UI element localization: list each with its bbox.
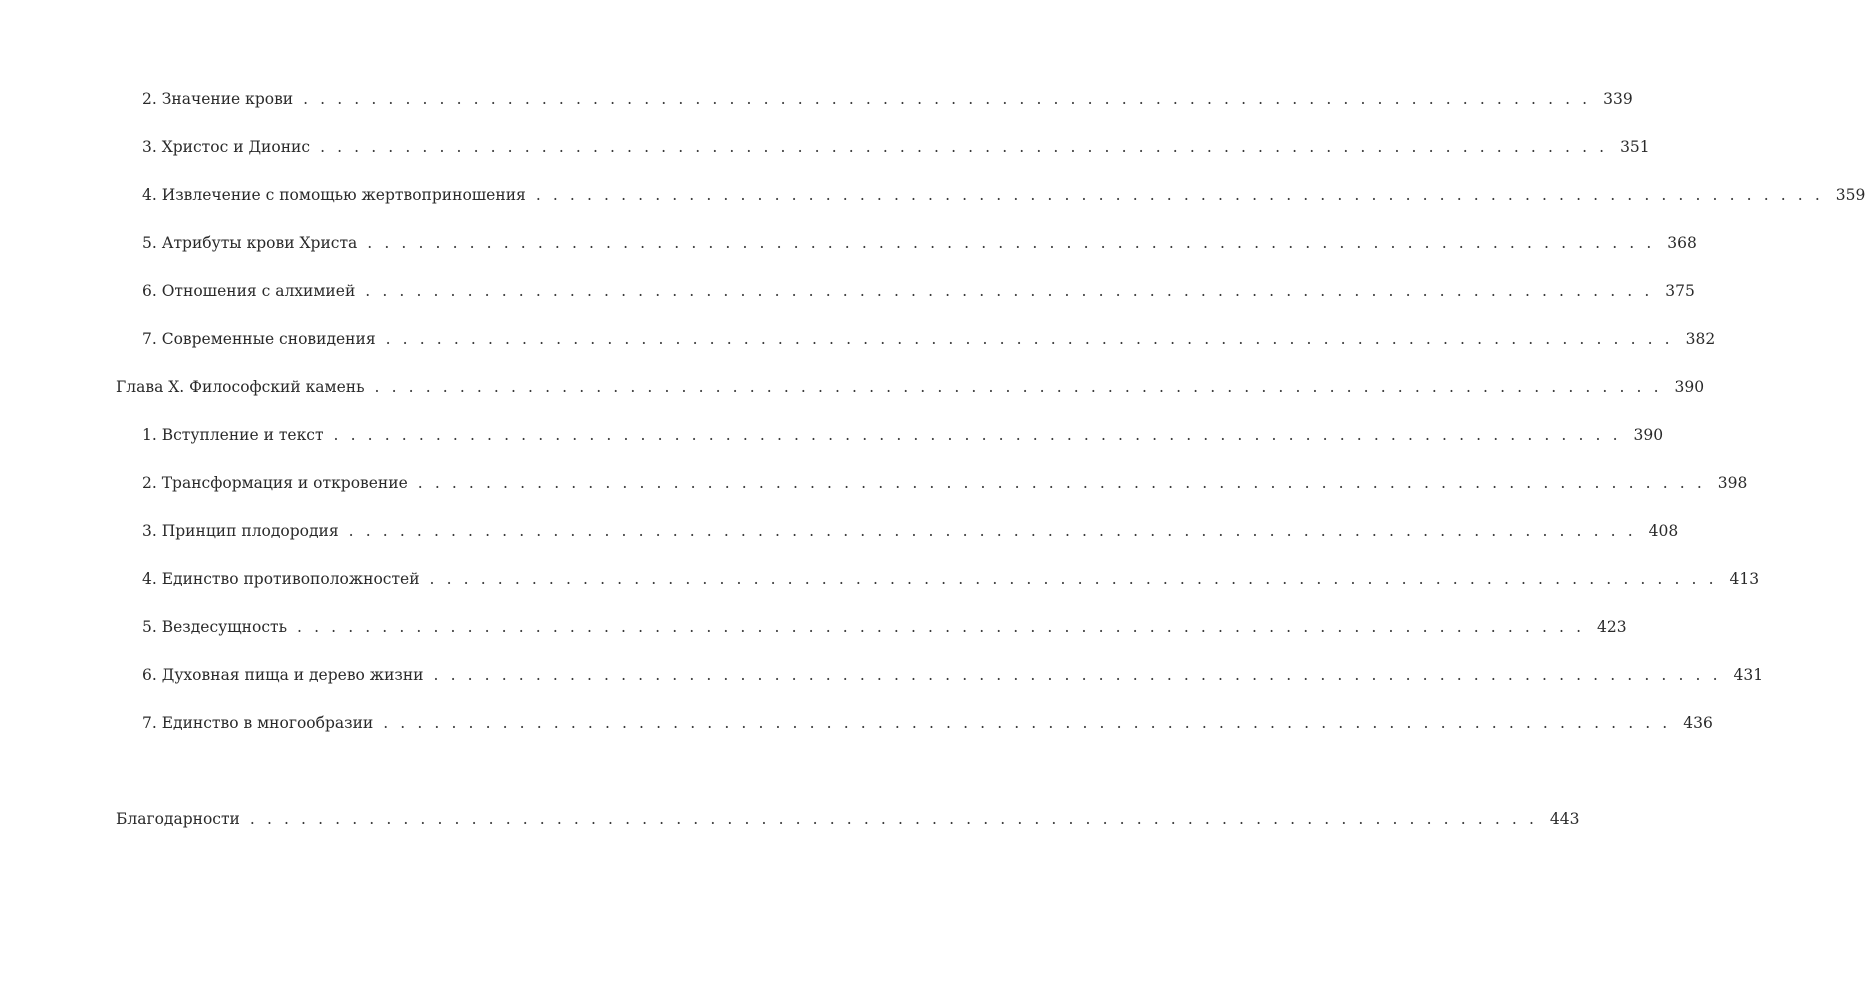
toc-entry-page: 390	[1674, 378, 1705, 396]
toc-entry-title: Благодарности	[116, 810, 240, 828]
toc-entry-fertility-principle[interactable]	[142, 519, 1679, 543]
toc-entry-page: 339	[1603, 90, 1633, 108]
toc-entry-spiritual-food-tree[interactable]	[142, 663, 1764, 687]
dot-leader: . . . . . . . . . . . . . . . . . . . . . . . . . . . . . . . . . . . . . . . . . . . . . . . . . . . . . . . . . . . . . . . . . . . . . . . . . . . .	[374, 378, 1663, 396]
dot-leader: . . . . . . . . . . . . . . . . . . . . . . . . . . . . . . . . . . . . . . . . . . . . . . . . . . . . . . . . . . . . . . . . . . . . . . . . . . . .	[383, 714, 1671, 732]
toc-chapter-philosophers-stone[interactable]	[116, 375, 1705, 399]
toc-entry-page: 351	[1620, 138, 1650, 156]
toc-entry-unity-opposites[interactable]	[142, 567, 1760, 591]
dot-leader: . . . . . . . . . . . . . . . . . . . . . . . . . . . . . . . . . . . . . . . . . . . . . . . . . . . . . . . . . . . . . . . . . . . . . . . . . . . .	[348, 522, 1637, 540]
toc-entry-title: 1. Вступление и текст	[142, 426, 324, 444]
toc-entry-title: 5. Вездесущность	[142, 618, 288, 636]
dot-leader: . . . . . . . . . . . . . . . . . . . . . . . . . . . . . . . . . . . . . . . . . . . . . . . . . . . . . . . . . . . . . . . . . . . . . . . . . . . .	[365, 282, 1653, 300]
toc-entry-title: 7. Современные сновидения	[142, 330, 376, 348]
toc-entry-page: 408	[1648, 522, 1679, 540]
toc-entry-title: 6. Духовная пища и дерево жизни	[142, 666, 424, 684]
toc-entry-unity-diversity[interactable]	[142, 711, 1713, 735]
toc-entry-attributes-blood[interactable]	[142, 231, 1697, 255]
toc-entry-introduction-text[interactable]	[142, 423, 1664, 447]
toc-entry-omnipresence[interactable]	[142, 615, 1627, 639]
toc-entry-title: 5. Атрибуты крови Христа	[142, 234, 358, 252]
toc-entry-title: 2. Трансформация и откровение	[142, 474, 408, 492]
toc-entry-page: 390	[1633, 426, 1664, 444]
toc-entry-title: 2. Значение крови	[142, 90, 294, 108]
toc-entry-page: 423	[1597, 618, 1627, 636]
dot-leader: . . . . . . . . . . . . . . . . . . . . . . . . . . . . . . . . . . . . . . . . . . . . . . . . . . . . . . . . . . . . . . . . . . . . . . . . . . . .	[303, 90, 1591, 108]
toc-entry-extraction-sacrifice[interactable]	[142, 183, 1865, 207]
dot-leader: . . . . . . . . . . . . . . . . . . . . . . . . . . . . . . . . . . . . . . . . . . . . . . . . . . . . . . . . . . . . . . . . . . . . . . . . . . . .	[320, 138, 1608, 156]
toc-entry-page: 368	[1667, 234, 1697, 252]
toc-entry-title: 3. Христос и Дионис	[142, 138, 311, 156]
toc-entry-title: Глава X. Философский камень	[116, 378, 365, 396]
dot-leader: . . . . . . . . . . . . . . . . . . . . . . . . . . . . . . . . . . . . . . . . . . . . . . . . . . . . . . . . . . . . . . . . . . . . . . . . . . . .	[297, 618, 1585, 636]
toc-entry-page: 375	[1665, 282, 1695, 300]
toc-entry-transformation-revelation[interactable]	[142, 471, 1748, 495]
dot-leader: . . . . . . . . . . . . . . . . . . . . . . . . . . . . . . . . . . . . . . . . . . . . . . . . . . . . . . . . . . . . . . . . . . . . . . . . . . . .	[385, 330, 1674, 348]
toc-entry-page: 431	[1733, 666, 1764, 684]
dot-leader: . . . . . . . . . . . . . . . . . . . . . . . . . . . . . . . . . . . . . . . . . . . . . . . . . . . . . . . . . . . . . . . . . . . . . . . . . . . .	[535, 186, 1824, 204]
toc-entry-acknowledgements[interactable]	[116, 807, 1580, 831]
toc-entry-title: 4. Извлечение с помощью жертвоприношения	[142, 186, 526, 204]
toc-entry-alchemy-relations[interactable]	[142, 279, 1695, 303]
toc-entry-title: 7. Единство в многообразии	[142, 714, 374, 732]
toc-entry-page: 443	[1549, 810, 1580, 828]
toc-entry-title: 4. Единство противоположностей	[142, 570, 420, 588]
dot-leader: . . . . . . . . . . . . . . . . . . . . . . . . . . . . . . . . . . . . . . . . . . . . . . . . . . . . . . . . . . . . . . . . . . . . . . . . . . . .	[429, 570, 1718, 588]
dot-leader: . . . . . . . . . . . . . . . . . . . . . . . . . . . . . . . . . . . . . . . . . . . . . . . . . . . . . . . . . . . . . . . . . . . . . . . . . . . .	[249, 810, 1538, 828]
toc-entry-page: 398	[1717, 474, 1748, 492]
toc-entry-title: 6. Отношения с алхимией	[142, 282, 356, 300]
toc-entry-meaning-of-blood[interactable]	[142, 87, 1633, 111]
toc-entry-modern-dreams[interactable]	[142, 327, 1716, 351]
toc-entry-title: 3. Принцип плодородия	[142, 522, 339, 540]
dot-leader: . . . . . . . . . . . . . . . . . . . . . . . . . . . . . . . . . . . . . . . . . . . . . . . . . . . . . . . . . . . . . . . . . . . . . . . . . . . .	[433, 666, 1722, 684]
toc-entry-page: 382	[1685, 330, 1716, 348]
toc-entry-page: 436	[1683, 714, 1713, 732]
dot-leader: . . . . . . . . . . . . . . . . . . . . . . . . . . . . . . . . . . . . . . . . . . . . . . . . . . . . . . . . . . . . . . . . . . . . . . . . . . . .	[417, 474, 1706, 492]
dot-leader: . . . . . . . . . . . . . . . . . . . . . . . . . . . . . . . . . . . . . . . . . . . . . . . . . . . . . . . . . . . . . . . . . . . . . . . . . . . .	[333, 426, 1622, 444]
dot-leader: . . . . . . . . . . . . . . . . . . . . . . . . . . . . . . . . . . . . . . . . . . . . . . . . . . . . . . . . . . . . . . . . . . . . . . . . . . . .	[367, 234, 1655, 252]
toc-entry-christ-dionysus[interactable]	[142, 135, 1650, 159]
toc-entry-page: 359	[1835, 186, 1865, 204]
toc-entry-page: 413	[1729, 570, 1760, 588]
